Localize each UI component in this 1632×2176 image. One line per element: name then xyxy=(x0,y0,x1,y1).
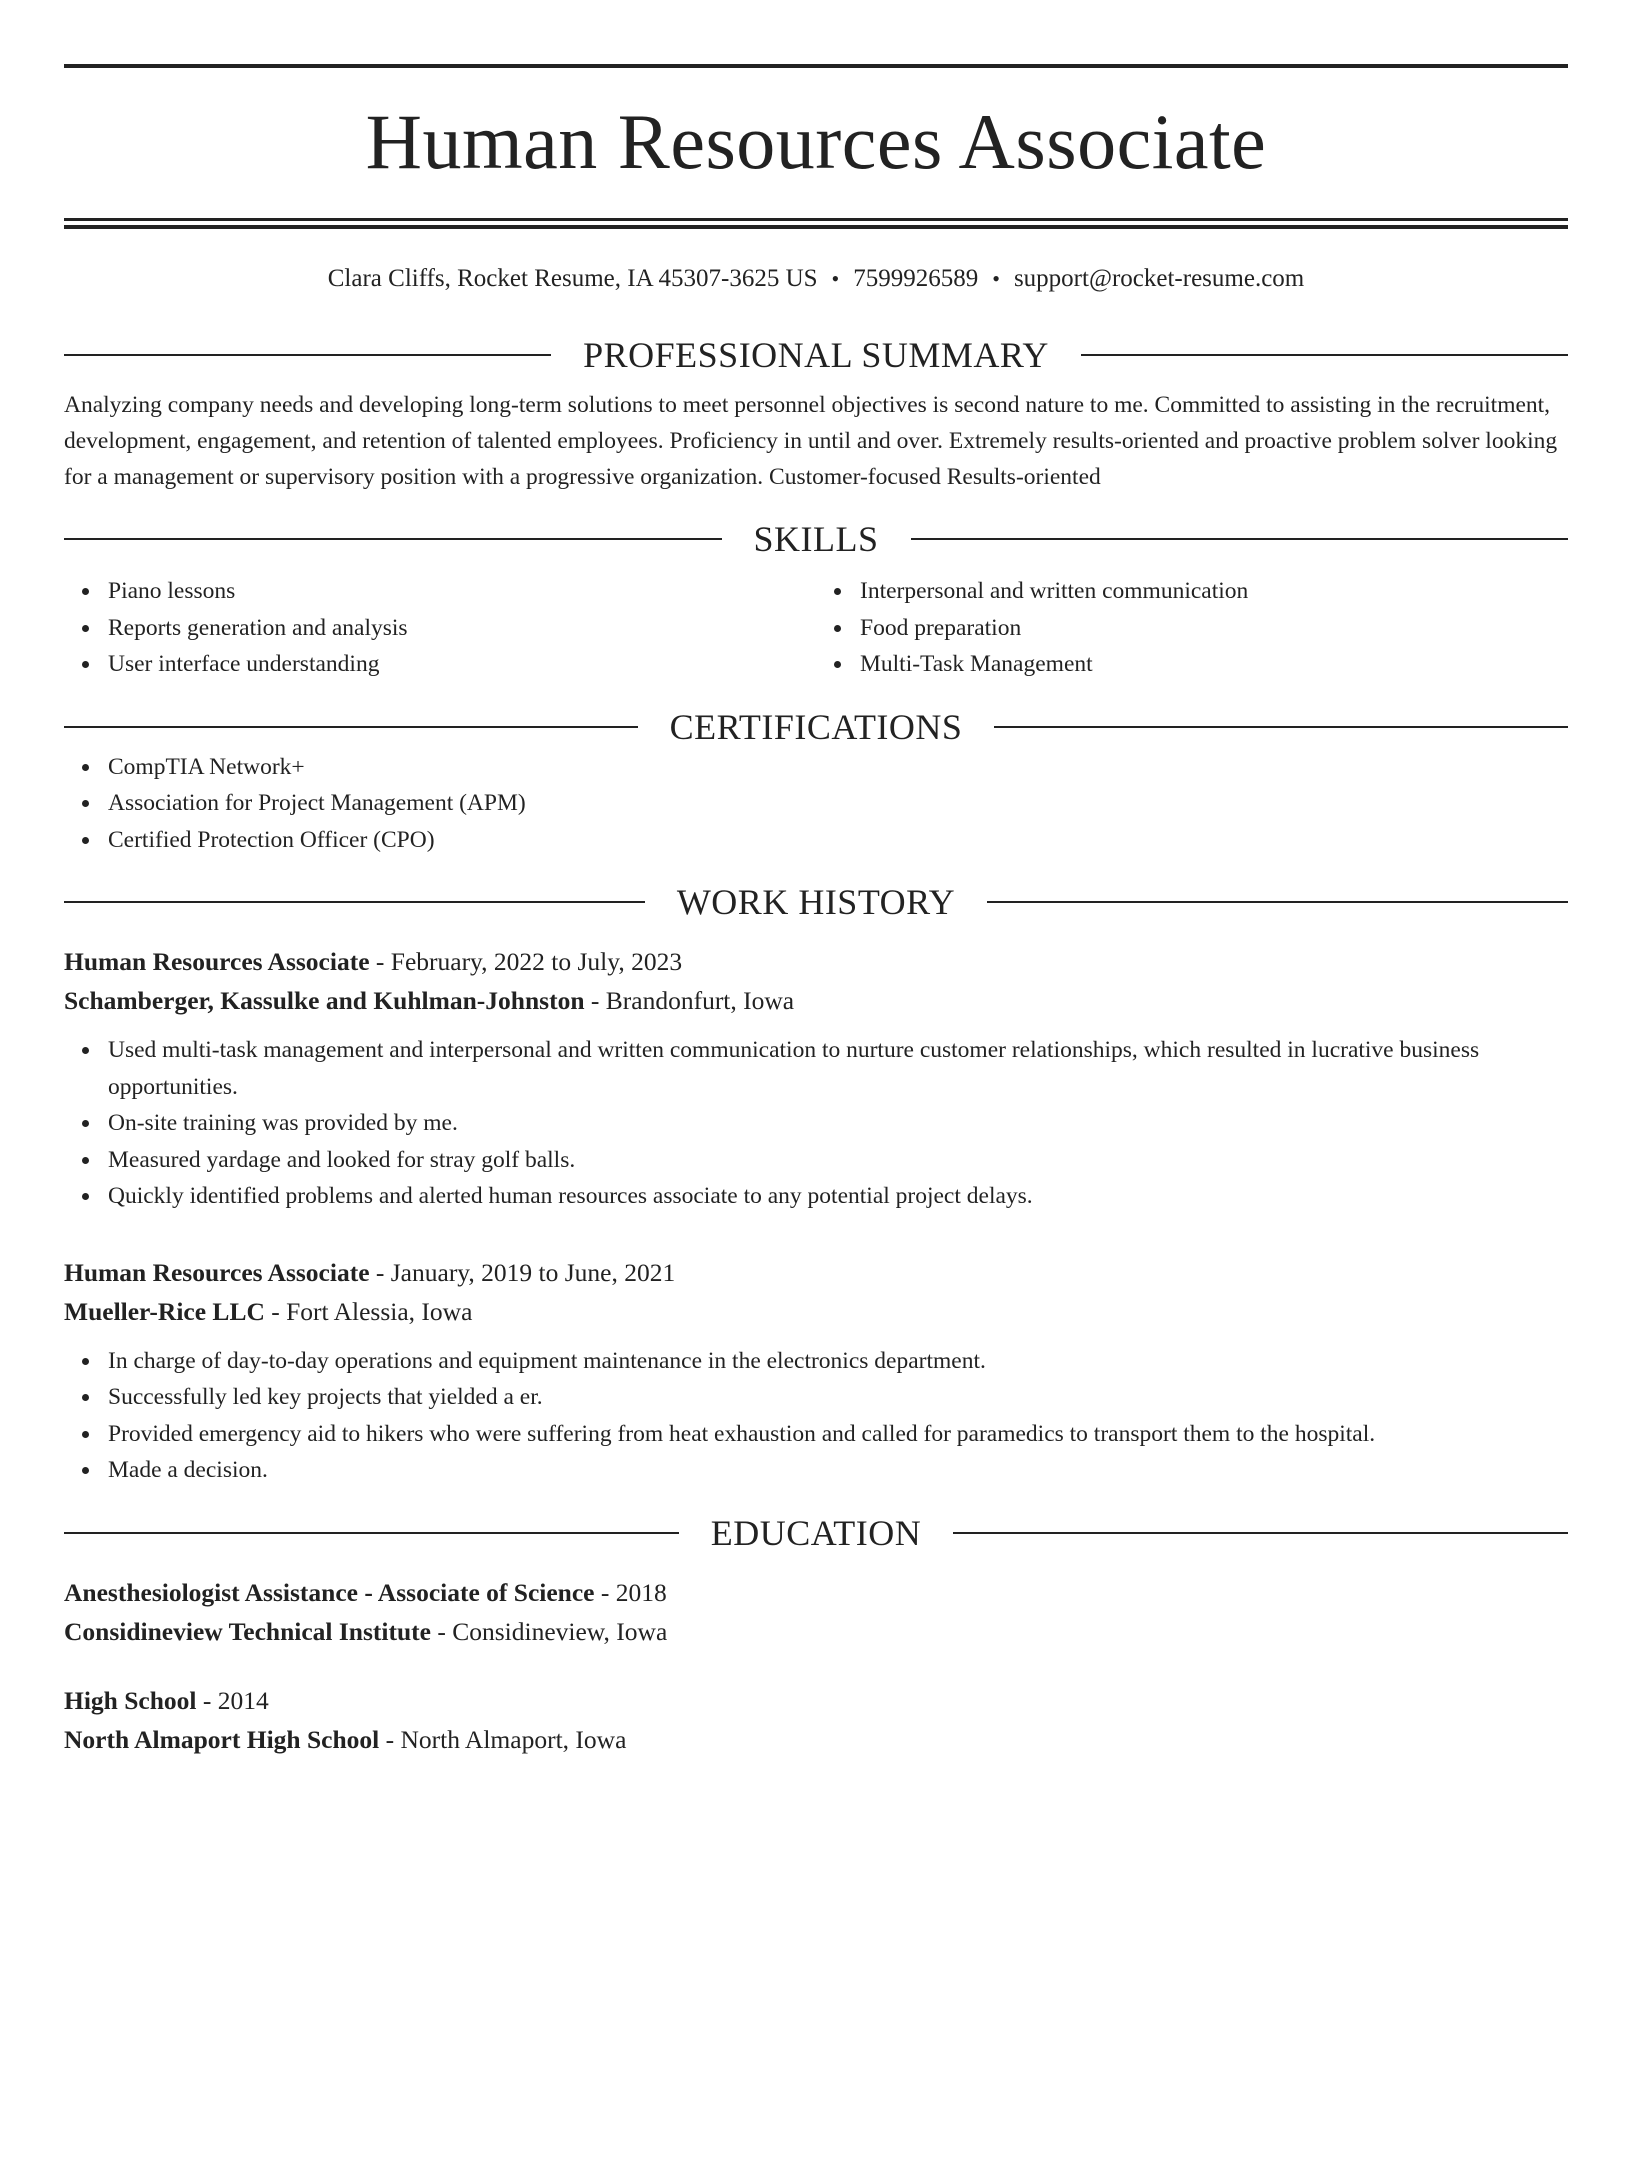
education-entry xyxy=(64,1681,1568,1759)
certifications-list xyxy=(64,749,1568,859)
education-location: - Considineview, Iowa xyxy=(430,1616,668,1646)
job-bullet: Used multi-task management and interpersonal and written communication to nurture customer relationships, which resulted in lucrative business opportunities. xyxy=(108,1032,1568,1105)
job-bullet: In charge of day-to-day operations and equipment maintenance in the electronics department. xyxy=(108,1343,1568,1380)
job-dates: - February, 2022 to July, 2023 xyxy=(369,947,683,976)
skills-column-left xyxy=(64,573,816,683)
job-entry xyxy=(64,942,1568,1215)
job-title: Human Resources Associate xyxy=(64,947,370,976)
education-entry xyxy=(64,1573,1568,1651)
contact-address: Clara Cliffs, Rocket Resume, IA 45307-3625 US xyxy=(327,265,818,292)
skill-item: Piano lessons xyxy=(108,573,816,610)
heading-rule-right xyxy=(1081,354,1568,356)
skills-title: SKILLS xyxy=(753,519,879,559)
resume-page xyxy=(0,64,1632,2176)
skills-section-heading xyxy=(64,517,1568,561)
title-double-rule xyxy=(64,218,1568,229)
education-degree-line xyxy=(64,1573,1568,1612)
job-entry xyxy=(64,1253,1568,1489)
education-title: EDUCATION xyxy=(710,1512,922,1553)
job-location: - Brandonfurt, Iowa xyxy=(584,986,795,1015)
job-company-line xyxy=(64,1292,1568,1331)
certification-item: CompTIA Network+ xyxy=(108,749,1568,786)
certifications-title: CERTIFICATIONS xyxy=(669,706,963,747)
education-degree: High School xyxy=(64,1685,197,1715)
education-section-heading xyxy=(64,1511,1568,1555)
skill-item: Food preparation xyxy=(860,610,1568,647)
contact-phone: 7599926589 xyxy=(853,265,979,292)
summary-title: PROFESSIONAL SUMMARY xyxy=(583,335,1049,375)
education-school-line xyxy=(64,1720,1568,1759)
job-dates: - January, 2019 to June, 2021 xyxy=(369,1257,676,1287)
summary-section-heading xyxy=(64,333,1568,377)
skill-item: User interface understanding xyxy=(108,646,816,683)
job-bullet: On-site training was provided by me. xyxy=(108,1105,1568,1142)
work-title: WORK HISTORY xyxy=(676,882,956,922)
education-degree-line xyxy=(64,1681,1568,1720)
education-year: - 2014 xyxy=(196,1685,269,1715)
heading-rule-right xyxy=(994,726,1568,728)
summary-text: Analyzing company needs and developing long-term solutions to meet personnel objectives is second nature to me. Committed to assisting in the recruitment, development, engagement, and retention of talented employees. Proficiency in until and over. Extremely results-oriented and proactive problem solver looking for a management or supervisory position with a progressive organization. Customer-focused Results-oriented xyxy=(64,392,1558,490)
job-company: Schamberger, Kassulke and Kuhlman-Johnston xyxy=(64,986,585,1015)
job-bullet: Quickly identified problems and alerted human resources associate to any potential project delays. xyxy=(108,1178,1568,1215)
certifications-section-heading xyxy=(64,705,1568,749)
heading-rule-left xyxy=(64,901,645,903)
skills-list xyxy=(64,573,1568,683)
certification-item: Association for Project Management (APM) xyxy=(108,785,1568,822)
skill-item: Reports generation and analysis xyxy=(108,610,816,647)
education-degree: Anesthesiologist Assistance - Associate of Science xyxy=(64,1577,595,1607)
job-bullet: Made a decision. xyxy=(108,1452,1568,1489)
job-company-line xyxy=(64,981,1568,1020)
work-section-heading xyxy=(64,880,1568,924)
heading-rule-right xyxy=(987,901,1568,903)
job-location: - Fort Alessia, Iowa xyxy=(264,1296,473,1326)
certification-item: Certified Protection Officer (CPO) xyxy=(108,822,1568,859)
education-year: - 2018 xyxy=(594,1577,667,1607)
job-bullets xyxy=(64,1032,1568,1215)
job-title-line xyxy=(64,942,1568,981)
heading-rule-right xyxy=(911,538,1569,540)
job-company: Mueller-Rice LLC xyxy=(64,1296,265,1326)
skill-item: Multi-Task Management xyxy=(860,646,1568,683)
skills-column-right xyxy=(816,573,1568,683)
job-title-line xyxy=(64,1253,1568,1292)
education-school: North Almaport High School xyxy=(64,1724,380,1754)
heading-rule-left xyxy=(64,354,551,356)
education-location: - North Almaport, Iowa xyxy=(379,1724,627,1754)
resume-title: Human Resources Associate xyxy=(365,98,1267,185)
education-school-line xyxy=(64,1612,1568,1651)
heading-rule-left xyxy=(64,726,638,728)
contact-separator: • xyxy=(992,266,1000,291)
job-title: Human Resources Associate xyxy=(64,1257,370,1287)
skill-item: Interpersonal and written communication xyxy=(860,573,1568,610)
job-bullet: Successfully led key projects that yielded a er. xyxy=(108,1379,1568,1416)
heading-rule-left xyxy=(64,1532,679,1534)
heading-rule-right xyxy=(953,1532,1568,1534)
contact-email: support@rocket-resume.com xyxy=(1013,265,1305,292)
job-bullet: Provided emergency aid to hikers who were suffering from heat exhaustion and called for paramedics to transport them to the hospital. xyxy=(108,1416,1568,1453)
job-bullets xyxy=(64,1343,1568,1489)
education-school: Considineview Technical Institute xyxy=(64,1616,431,1646)
contact-separator: • xyxy=(831,266,840,291)
contact-line xyxy=(64,263,1568,295)
job-bullet: Measured yardage and looked for stray golf balls. xyxy=(108,1142,1568,1179)
top-rule xyxy=(64,64,1568,68)
heading-rule-left xyxy=(64,538,722,540)
